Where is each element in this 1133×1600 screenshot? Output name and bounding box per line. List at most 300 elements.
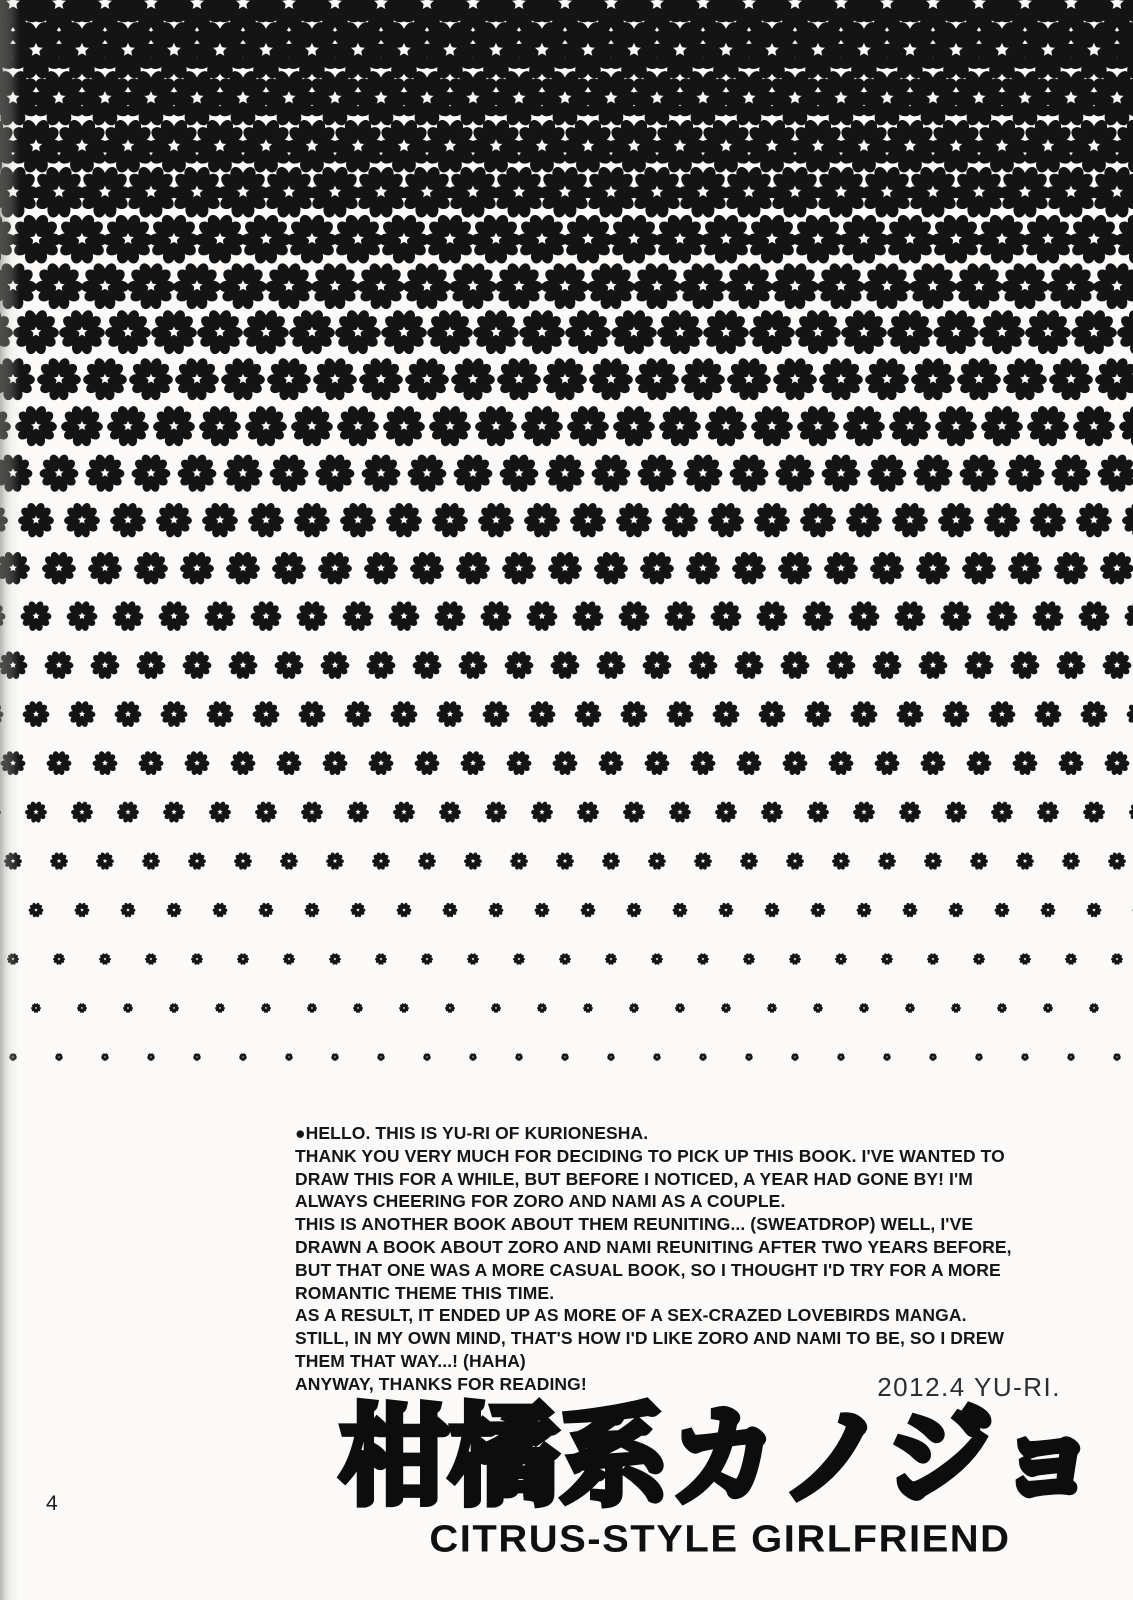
flower-icon bbox=[421, 1051, 432, 1062]
flower-icon bbox=[623, 900, 645, 921]
flower-icon bbox=[1074, 695, 1113, 733]
flower-icon bbox=[117, 900, 139, 921]
flower-icon bbox=[342, 797, 374, 828]
flower-icon bbox=[930, 495, 982, 546]
flower-icon bbox=[25, 900, 47, 921]
flower-icon bbox=[506, 848, 532, 874]
flower-icon bbox=[556, 951, 573, 968]
flower-icon bbox=[237, 1051, 248, 1062]
flower-icon bbox=[823, 746, 859, 782]
flower-icon bbox=[123, 446, 179, 502]
flower-icon bbox=[138, 848, 164, 874]
flower-icon bbox=[59, 594, 103, 638]
flower-icon bbox=[728, 645, 770, 686]
flower-icon bbox=[786, 951, 803, 968]
flower-icon bbox=[467, 1051, 478, 1062]
flower-icon bbox=[995, 1001, 1009, 1015]
flower-icon bbox=[855, 348, 918, 411]
flower-icon bbox=[838, 495, 890, 546]
flower-icon bbox=[927, 1051, 938, 1062]
flower-icon bbox=[0, 695, 9, 733]
afterword-line: ALWAYS CHEERING FOR ZORO AND NAMI AS A COUPLE. bbox=[295, 1191, 786, 1212]
flower-icon bbox=[516, 495, 568, 546]
flower-icon bbox=[211, 348, 274, 411]
title-japanese: 柑橘系カノジョ bbox=[340, 1396, 1104, 1517]
flower-icon bbox=[970, 951, 987, 968]
flower-icon bbox=[925, 397, 985, 457]
flower-icon bbox=[399, 446, 455, 502]
flower-icon bbox=[763, 348, 826, 411]
flower-icon bbox=[148, 495, 200, 546]
flower-icon bbox=[533, 348, 596, 411]
flower-icon bbox=[476, 695, 515, 733]
flower-icon bbox=[347, 900, 369, 921]
title-english: CITRUS-STYLE GIRLFRIEND bbox=[429, 1517, 1011, 1561]
flower-icon bbox=[250, 797, 282, 828]
flower-icon bbox=[397, 1001, 411, 1015]
flower-icon bbox=[874, 848, 900, 874]
flower-icon bbox=[322, 848, 348, 874]
flower-icon bbox=[473, 594, 517, 638]
flower-icon bbox=[372, 951, 389, 968]
flower-icon bbox=[434, 797, 466, 828]
flower-icon bbox=[246, 695, 285, 733]
flower-icon bbox=[222, 645, 264, 686]
flower-icon bbox=[605, 1051, 616, 1062]
flower-icon bbox=[544, 645, 586, 686]
flower-icon bbox=[881, 1051, 892, 1062]
flower-icon bbox=[268, 645, 310, 686]
flower-icon bbox=[0, 900, 1, 921]
flower-icon bbox=[326, 951, 343, 968]
flower-icon bbox=[96, 951, 113, 968]
flower-icon bbox=[1087, 1001, 1101, 1015]
flower-icon bbox=[20, 797, 52, 828]
flower-icon bbox=[200, 695, 239, 733]
flower-icon bbox=[522, 695, 561, 733]
flower-icon bbox=[194, 495, 246, 546]
flower-icon bbox=[627, 1001, 641, 1015]
flower-icon bbox=[338, 695, 377, 733]
flower-icon bbox=[31, 446, 87, 502]
flower-icon bbox=[301, 900, 323, 921]
flower-icon bbox=[586, 544, 635, 592]
flower-icon bbox=[513, 1051, 524, 1062]
flower-icon bbox=[664, 797, 696, 828]
flower-icon bbox=[179, 746, 215, 782]
flower-icon bbox=[774, 645, 816, 686]
flower-icon bbox=[264, 544, 313, 592]
flower-icon bbox=[176, 645, 218, 686]
flower-icon bbox=[908, 544, 957, 592]
flower-icon bbox=[537, 446, 593, 502]
flower-icon bbox=[10, 495, 62, 546]
flower-icon bbox=[832, 951, 849, 968]
flower-icon bbox=[535, 1001, 549, 1015]
flower-icon bbox=[579, 348, 642, 411]
flower-icon bbox=[787, 397, 847, 457]
flower-icon bbox=[197, 594, 241, 638]
flower-icon bbox=[765, 1001, 779, 1015]
flower-icon bbox=[859, 446, 915, 502]
flower-icon bbox=[694, 951, 711, 968]
flower-icon bbox=[16, 695, 55, 733]
flower-icon bbox=[34, 544, 83, 592]
flower-icon bbox=[1129, 900, 1133, 921]
flower-icon bbox=[395, 348, 458, 411]
afterword-line: ROMANTIC THEME THIS TIME. bbox=[295, 1282, 555, 1303]
flower-icon bbox=[335, 594, 379, 638]
flower-icon bbox=[673, 1001, 687, 1015]
flower-icon bbox=[649, 397, 709, 457]
flower-icon bbox=[424, 495, 476, 546]
flower-icon bbox=[105, 594, 149, 638]
flower-icon bbox=[657, 594, 701, 638]
flower-icon bbox=[703, 594, 747, 638]
flower-icon bbox=[636, 645, 678, 686]
flower-icon bbox=[1062, 951, 1079, 968]
flower-icon bbox=[97, 397, 157, 457]
flower-icon bbox=[0, 848, 26, 874]
flower-icon bbox=[1114, 495, 1133, 546]
flower-icon bbox=[951, 446, 1007, 502]
flower-icon bbox=[979, 594, 1023, 638]
flower-icon bbox=[721, 446, 777, 502]
flower-icon bbox=[158, 797, 190, 828]
flower-icon bbox=[388, 797, 420, 828]
flower-icon bbox=[406, 645, 448, 686]
flower-icon bbox=[1037, 900, 1059, 921]
flower-icon bbox=[1071, 594, 1115, 638]
flower-icon bbox=[393, 900, 415, 921]
flower-icon bbox=[961, 746, 997, 782]
flower-icon bbox=[848, 797, 880, 828]
flower-icon bbox=[966, 848, 992, 874]
afterword-line: THIS IS ANOTHER BOOK ABOUT THEM REUNITING... (SWEATDROP) WELL, I'VE bbox=[295, 1214, 974, 1235]
flower-icon bbox=[414, 848, 440, 874]
flower-icon bbox=[1124, 797, 1133, 828]
flower-icon bbox=[430, 695, 469, 733]
flower-icon bbox=[151, 594, 195, 638]
afterword-line: ●HELLO. THIS IS YU-RI OF KURIONESHA. bbox=[295, 1123, 649, 1143]
title-block bbox=[340, 1396, 1104, 1561]
flower-icon bbox=[77, 446, 133, 502]
flower-icon bbox=[562, 495, 614, 546]
afterword-line: ANYWAY, THANKS FOR READING! bbox=[295, 1373, 587, 1394]
flower-icon bbox=[816, 544, 865, 592]
flower-icon bbox=[685, 746, 721, 782]
flower-icon bbox=[189, 397, 249, 457]
flower-icon bbox=[671, 348, 734, 411]
flower-icon bbox=[445, 446, 501, 502]
flower-icon bbox=[811, 1001, 825, 1015]
flower-icon bbox=[409, 746, 445, 782]
flower-icon bbox=[13, 594, 57, 638]
flower-icon bbox=[494, 544, 543, 592]
flower-icon bbox=[92, 848, 118, 874]
flower-icon bbox=[29, 1001, 43, 1015]
flower-icon bbox=[292, 695, 331, 733]
flower-icon bbox=[954, 544, 1003, 592]
flower-icon bbox=[991, 900, 1013, 921]
flower-icon bbox=[108, 695, 147, 733]
flower-icon bbox=[126, 544, 175, 592]
afterword-text bbox=[295, 1122, 1095, 1396]
flower-icon bbox=[349, 348, 412, 411]
flower-icon bbox=[936, 695, 975, 733]
flower-icon bbox=[678, 544, 727, 592]
flower-icon bbox=[464, 951, 481, 968]
flower-icon bbox=[5, 397, 65, 457]
flower-icon bbox=[1041, 1001, 1055, 1015]
flower-icon bbox=[1019, 1051, 1030, 1062]
flower-icon bbox=[602, 951, 619, 968]
flower-icon bbox=[792, 495, 844, 546]
flower-icon bbox=[448, 544, 497, 592]
flower-icon bbox=[1117, 594, 1133, 638]
flower-icon bbox=[669, 900, 691, 921]
flower-icon bbox=[1065, 1051, 1076, 1062]
flower-icon bbox=[740, 951, 757, 968]
flower-icon bbox=[7, 1051, 18, 1062]
flower-icon bbox=[329, 1051, 340, 1062]
flower-icon bbox=[905, 446, 961, 502]
flower-icon bbox=[491, 446, 547, 502]
flower-icon bbox=[853, 900, 875, 921]
flower-icon bbox=[654, 495, 706, 546]
flower-icon bbox=[286, 495, 338, 546]
flower-icon bbox=[465, 397, 525, 457]
flower-icon bbox=[887, 594, 931, 638]
flower-icon bbox=[894, 797, 926, 828]
flower-icon bbox=[1104, 848, 1130, 874]
flower-icon bbox=[901, 348, 964, 411]
flower-icon bbox=[327, 397, 387, 457]
flower-icon bbox=[568, 695, 607, 733]
flower-icon bbox=[102, 495, 154, 546]
flower-icon bbox=[0, 645, 33, 686]
flower-icon bbox=[363, 746, 399, 782]
flower-icon bbox=[869, 746, 905, 782]
afterword-line: STILL, IN MY OWN MIND, THAT'S HOW I'D LIKE ZORO AND NAMI TO BE, SO I DREW bbox=[295, 1328, 1005, 1349]
flower-icon bbox=[317, 746, 353, 782]
flower-icon bbox=[809, 348, 872, 411]
flower-icon bbox=[280, 951, 297, 968]
flower-icon bbox=[903, 1001, 917, 1015]
flower-icon bbox=[947, 348, 1010, 411]
flower-icon bbox=[310, 544, 359, 592]
flower-icon bbox=[1053, 746, 1089, 782]
flower-icon bbox=[375, 1051, 386, 1062]
flower-icon bbox=[695, 397, 755, 457]
flower-icon bbox=[866, 645, 908, 686]
flower-icon bbox=[526, 797, 558, 828]
flower-icon bbox=[1058, 848, 1084, 874]
flower-icon bbox=[752, 695, 791, 733]
flower-icon bbox=[213, 1001, 227, 1015]
flower-icon bbox=[384, 695, 423, 733]
flower-icon bbox=[234, 951, 251, 968]
flower-icon bbox=[844, 695, 883, 733]
flower-icon bbox=[470, 495, 522, 546]
flower-icon bbox=[559, 1051, 570, 1062]
flower-icon bbox=[835, 1051, 846, 1062]
flower-icon bbox=[259, 1001, 273, 1015]
flower-icon bbox=[305, 1001, 319, 1015]
flower-icon bbox=[820, 645, 862, 686]
flower-icon bbox=[590, 645, 632, 686]
flower-icon bbox=[841, 594, 885, 638]
flower-icon bbox=[1039, 348, 1102, 411]
flower-icon bbox=[1016, 951, 1033, 968]
flower-icon bbox=[743, 1051, 754, 1062]
flower-icon bbox=[1120, 695, 1133, 733]
afterword-line: THANK YOU VERY MUCH FOR DECIDING TO PICK UP THIS BOOK. I'VE WANTED TO bbox=[295, 1145, 1005, 1166]
flower-icon bbox=[38, 645, 80, 686]
flower-icon bbox=[945, 900, 967, 921]
flower-icon bbox=[0, 594, 12, 638]
flower-icon bbox=[577, 900, 599, 921]
flower-icon bbox=[581, 1001, 595, 1015]
flower-icon bbox=[598, 848, 624, 874]
flower-icon bbox=[749, 594, 793, 638]
flower-icon bbox=[715, 900, 737, 921]
flower-icon bbox=[724, 544, 773, 592]
flower-icon bbox=[949, 1001, 963, 1015]
flower-icon bbox=[648, 951, 665, 968]
flower-icon bbox=[71, 900, 93, 921]
flower-icon bbox=[736, 848, 762, 874]
flower-icon bbox=[73, 348, 136, 411]
flower-icon bbox=[501, 746, 537, 782]
flower-icon bbox=[314, 645, 356, 686]
flower-icon bbox=[142, 951, 159, 968]
flower-icon bbox=[1017, 397, 1077, 457]
flower-icon bbox=[145, 1051, 156, 1062]
flower-icon bbox=[257, 348, 320, 411]
flower-icon bbox=[986, 797, 1018, 828]
afterword-line: DRAW THIS FOR A WHILE, BUT BEFORE I NOTICED, A YEAR HAD GONE BY! I'M bbox=[295, 1168, 973, 1189]
flower-icon bbox=[890, 695, 929, 733]
flower-icon bbox=[50, 951, 67, 968]
flower-icon bbox=[632, 544, 681, 592]
flower-icon bbox=[511, 397, 571, 457]
flower-icon bbox=[915, 746, 951, 782]
flower-icon bbox=[80, 544, 129, 592]
flower-icon bbox=[531, 900, 553, 921]
flower-icon bbox=[862, 544, 911, 592]
flower-icon bbox=[1092, 544, 1133, 592]
flower-icon bbox=[690, 848, 716, 874]
flower-icon bbox=[240, 495, 292, 546]
flower-icon bbox=[700, 495, 752, 546]
flower-icon bbox=[99, 1051, 110, 1062]
flower-icon bbox=[480, 797, 512, 828]
flower-icon bbox=[84, 645, 126, 686]
flower-icon bbox=[510, 951, 527, 968]
flower-icon bbox=[119, 348, 182, 411]
flower-icon bbox=[255, 900, 277, 921]
flower-icon bbox=[789, 1051, 800, 1062]
flower-icon bbox=[112, 797, 144, 828]
flower-icon bbox=[283, 1051, 294, 1062]
flower-icon bbox=[625, 348, 688, 411]
afterword-line: THEM THAT WAY...! (HAHA) bbox=[295, 1350, 526, 1371]
flower-icon bbox=[154, 695, 193, 733]
flower-icon bbox=[1032, 797, 1064, 828]
flower-icon bbox=[608, 495, 660, 546]
flower-icon bbox=[489, 1001, 503, 1015]
flower-icon bbox=[443, 1001, 457, 1015]
flower-icon bbox=[540, 544, 589, 592]
flower-icon bbox=[1083, 900, 1105, 921]
flower-icon bbox=[1004, 645, 1046, 686]
flower-icon bbox=[360, 645, 402, 686]
flower-icon bbox=[1007, 746, 1043, 782]
flower-icon bbox=[920, 848, 946, 874]
flower-icon bbox=[1012, 848, 1038, 874]
flower-icon bbox=[879, 397, 939, 457]
flower-icon bbox=[87, 746, 123, 782]
flower-icon bbox=[682, 645, 724, 686]
flower-icon bbox=[75, 1001, 89, 1015]
flower-icon bbox=[485, 900, 507, 921]
flower-icon bbox=[130, 645, 172, 686]
flower-icon bbox=[593, 746, 629, 782]
flower-icon bbox=[381, 594, 425, 638]
flower-icon bbox=[66, 797, 98, 828]
flower-icon bbox=[583, 446, 639, 502]
flower-icon bbox=[828, 848, 854, 874]
flower-icon bbox=[225, 746, 261, 782]
flower-icon bbox=[51, 397, 111, 457]
flower-icon bbox=[41, 746, 77, 782]
flower-icon bbox=[188, 951, 205, 968]
flower-icon bbox=[611, 594, 655, 638]
flower-icon bbox=[719, 1001, 733, 1015]
flower-icon bbox=[218, 544, 267, 592]
flower-icon bbox=[56, 495, 108, 546]
flower-icon bbox=[1108, 951, 1125, 968]
signature-date: 2012.4 YU-RI. bbox=[877, 1372, 1061, 1402]
flower-icon bbox=[940, 797, 972, 828]
flower-icon bbox=[798, 695, 837, 733]
flower-icon bbox=[675, 446, 731, 502]
flower-icon bbox=[899, 900, 921, 921]
flower-icon bbox=[767, 446, 823, 502]
flower-icon bbox=[1050, 645, 1092, 686]
flower-icon bbox=[0, 746, 31, 782]
flower-icon bbox=[46, 848, 72, 874]
flower-icon bbox=[878, 951, 895, 968]
flower-icon bbox=[782, 848, 808, 874]
flower-icon bbox=[603, 397, 663, 457]
page-number: 4 bbox=[46, 1492, 58, 1515]
flower-icon bbox=[0, 544, 37, 592]
flower-icon bbox=[971, 397, 1031, 457]
flower-icon bbox=[121, 1001, 135, 1015]
flower-icon bbox=[441, 348, 504, 411]
flower-icon bbox=[276, 848, 302, 874]
flower-icon bbox=[487, 348, 550, 411]
flower-icon bbox=[235, 397, 295, 457]
flower-icon bbox=[697, 1051, 708, 1062]
flower-icon bbox=[351, 1001, 365, 1015]
flower-icon bbox=[629, 446, 685, 502]
flower-icon bbox=[418, 951, 435, 968]
flower-icon bbox=[552, 848, 578, 874]
flower-icon bbox=[1000, 544, 1049, 592]
